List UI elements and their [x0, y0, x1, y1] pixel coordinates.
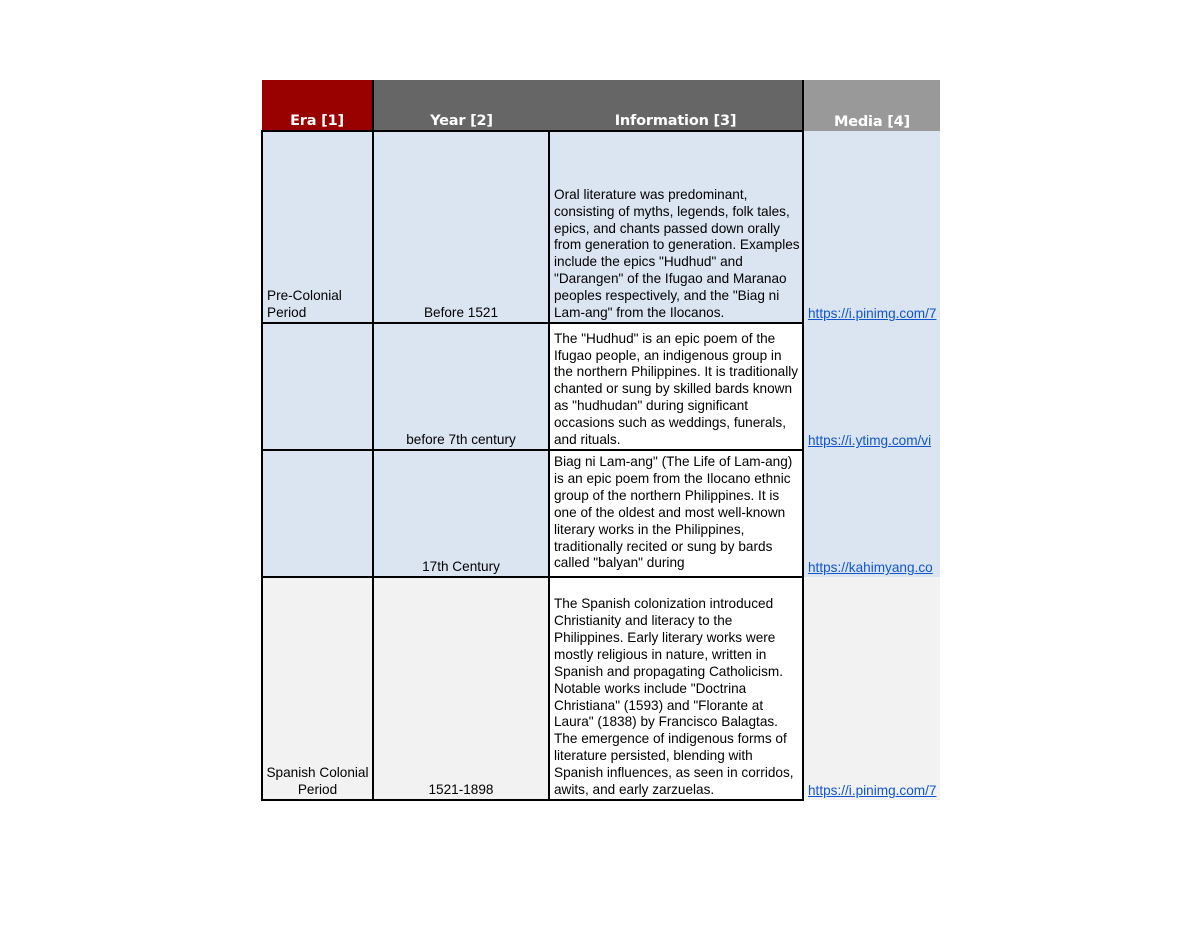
- information-cell[interactable]: [549, 323, 803, 450]
- spreadsheet-table: [261, 80, 939, 801]
- header-media[interactable]: Media [4]: [803, 80, 940, 131]
- header-era[interactable]: Era [1]: [262, 80, 373, 131]
- media-cell[interactable]: [803, 450, 940, 577]
- media-link[interactable]: https://i.pinimg.com/7: [808, 306, 937, 322]
- table-row: [262, 131, 940, 323]
- information-cell[interactable]: [549, 131, 803, 323]
- year-cell[interactable]: before 7th century: [373, 323, 549, 450]
- media-link[interactable]: https://i.ytimg.com/vi: [808, 433, 932, 449]
- era-cell[interactable]: [262, 323, 373, 450]
- era-cell[interactable]: [262, 450, 373, 577]
- media-cell[interactable]: [803, 131, 940, 323]
- information-cell[interactable]: [549, 450, 803, 577]
- table-row: [262, 577, 940, 800]
- year-cell[interactable]: 1521-1898: [373, 577, 549, 800]
- information-text: Biag ni Lam-ang" (The Life of Lam-ang) is an epic poem from the Ilocano ethnic group of the northern Philippines. It is one of the oldest and most well-known literary works in the Philippines, traditionally recited or sung by bards called "balyan" during: [554, 454, 793, 571]
- media-cell[interactable]: [803, 323, 940, 450]
- era-cell[interactable]: Pre-Colonial Period: [262, 131, 373, 323]
- era-cell[interactable]: Spanish Colonial Period: [262, 577, 373, 800]
- media-cell[interactable]: [803, 577, 940, 800]
- media-link[interactable]: https://kahimyang.co: [808, 560, 933, 576]
- information-text: The "Hudhud" is an epic poem of the Ifugao people, an indigenous group in the northern Philippines. It is traditionally chanted or sung by skilled bards known as "hudhudan" during significant occasions such as weddings, funerals, and rituals.: [554, 330, 799, 448]
- information-text: Oral literature was predominant, consisting of myths, legends, folk tales, epics, and chants passed down orally from generation to generation. Examples include the epics "Hudhud" and "Darangen" of the Ifugao and Maranao peoples respectively, and the "Biag ni Lam-ang" from the Ilocanos.: [554, 186, 800, 321]
- year-cell[interactable]: 17th Century: [373, 450, 549, 577]
- table-row: [262, 450, 940, 577]
- information-text: The Spanish colonization introduced Christianity and literacy to the Philippines. Early literary works were mostly religious in nature, written in Spanish and propagating Catholicism. Notable works include "Doctrina Christiana" (1593) and "Florante at Laura" (1838) by Francisco Balagtas. The emergence of indigenous forms of literature persisted, blending with Spanish influences, as seen in corridos, awits, and early zarzuelas.: [554, 596, 794, 798]
- table-row: [262, 323, 940, 450]
- information-cell[interactable]: [549, 577, 803, 800]
- header-information[interactable]: Information [3]: [549, 80, 803, 131]
- literature-timeline-table: [261, 80, 940, 801]
- header-row: [262, 80, 940, 131]
- header-year[interactable]: Year [2]: [373, 80, 549, 131]
- year-cell[interactable]: Before 1521: [373, 131, 549, 323]
- media-link[interactable]: https://i.pinimg.com/7: [808, 783, 937, 799]
